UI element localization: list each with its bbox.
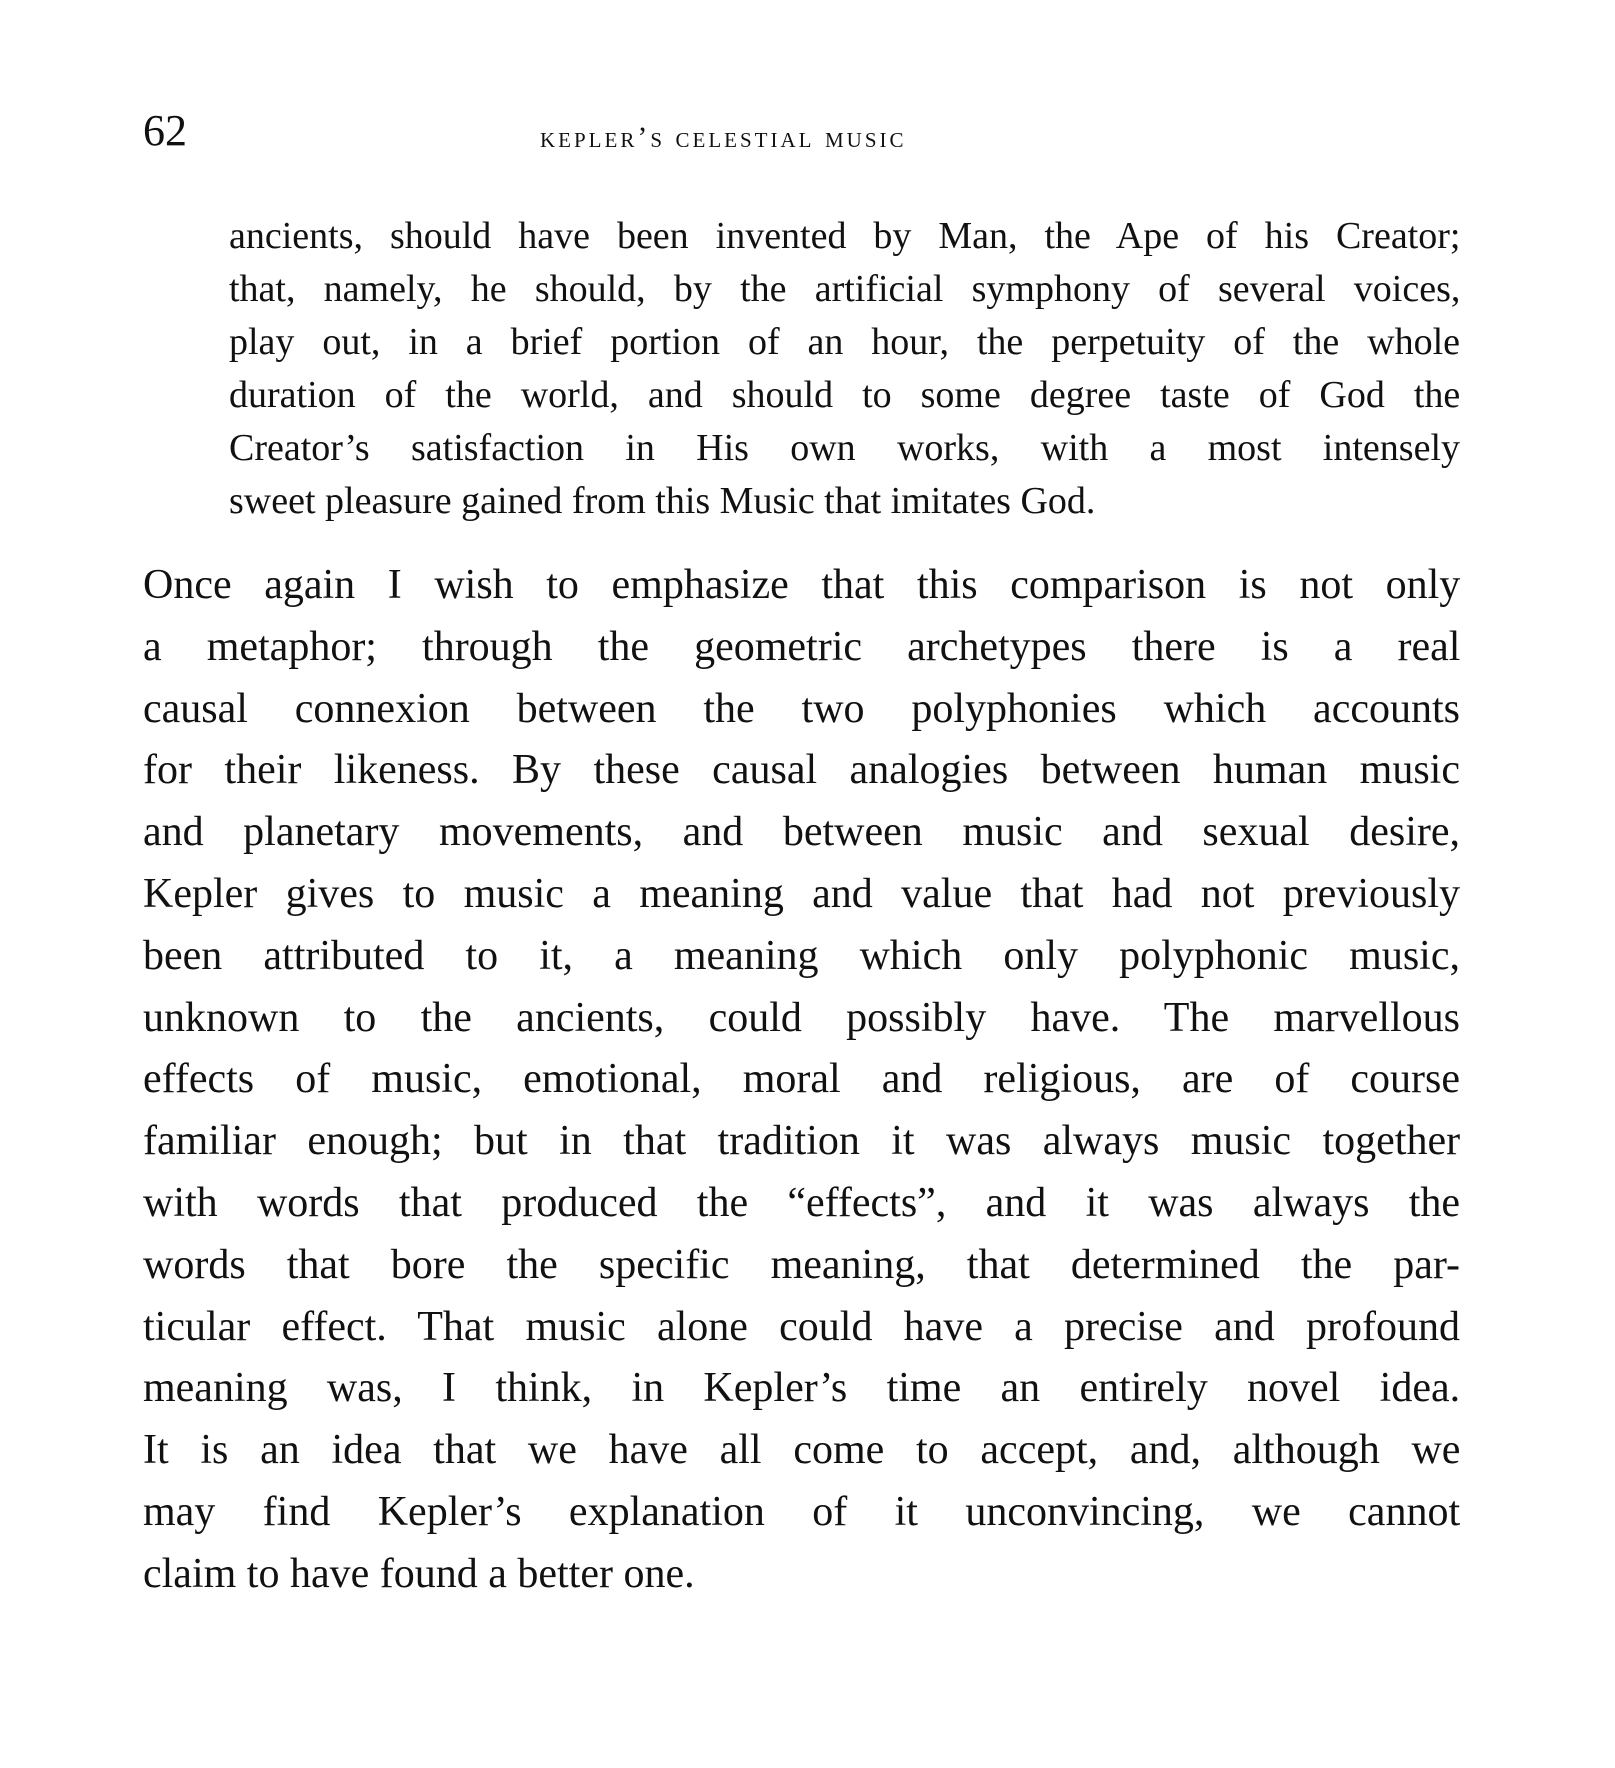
- body-line: Once again I wish to emphasize that this comparison is not only: [143, 562, 1461, 608]
- running-head: kepler’s celestial music: [540, 121, 907, 154]
- quote-line: sweet pleasure gained from this Music that imitates God.: [229, 480, 1096, 522]
- body-line: words that bore the specific meaning, that determined the par-: [143, 1241, 1460, 1288]
- body-line: been attributed to it, a meaning which only polyphonic music,: [143, 932, 1460, 979]
- body-line: Kepler gives to music a meaning and value that had not previously: [143, 870, 1460, 917]
- body-paragraph: [143, 555, 1460, 1606]
- body-line: It is an idea that we have all come to accept, and, although we: [143, 1427, 1461, 1474]
- body-line: causal connexion between the two polyphonies which accounts: [143, 685, 1460, 732]
- body-line: ticular effect. That music alone could have a precise and profound: [143, 1303, 1460, 1350]
- body-line: and planetary movements, and between music and sexual desire,: [143, 809, 1460, 856]
- quote-line: play out, in a brief portion of an hour, the perpetuity of the whole: [229, 321, 1460, 363]
- block-quote: [229, 210, 1460, 528]
- body-line: claim to have found a better one.: [143, 1550, 695, 1597]
- body-line: effects of music, emotional, moral and religious, are of course: [143, 1056, 1460, 1103]
- body-line: meaning was, I think, in Kepler’s time an entirely novel idea.: [143, 1365, 1461, 1412]
- body-line: with words that produced the “effects”, and it was always the: [143, 1179, 1461, 1226]
- body-line: familiar enough; but in that tradition it was always music together: [143, 1118, 1461, 1165]
- quote-line: ancients, should have been invented by Man, the Ape of his Creator;: [229, 215, 1461, 257]
- quote-line: Creator’s satisfaction in His own works, with a most intensely: [229, 427, 1460, 469]
- body-line: may find Kepler’s explanation of it unconvincing, we cannot: [143, 1488, 1461, 1535]
- body-line: for their likeness. By these causal analogies between human music: [143, 747, 1460, 794]
- quote-line: that, namely, he should, by the artificial symphony of several voices,: [229, 268, 1461, 310]
- page-number: 62: [143, 106, 187, 155]
- quote-line: duration of the world, and should to some degree taste of God the: [229, 374, 1461, 416]
- body-line: a metaphor; through the geometric archetypes there is a real: [143, 623, 1461, 670]
- body-line: unknown to the ancients, could possibly have. The marvellous: [143, 994, 1460, 1041]
